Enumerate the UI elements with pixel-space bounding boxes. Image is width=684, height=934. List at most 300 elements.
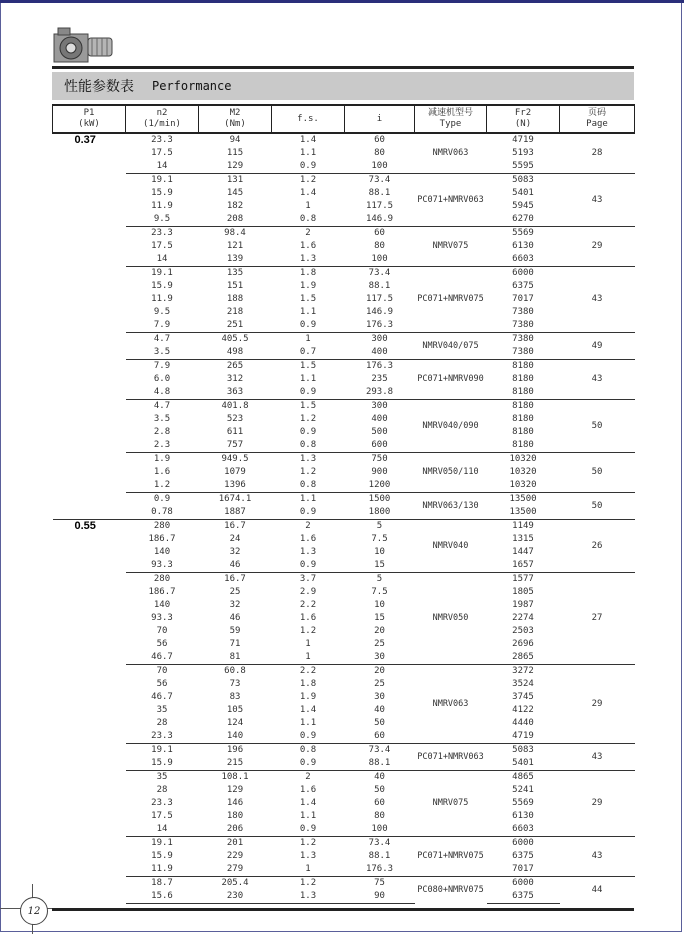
- ratio-cell: 100: [371, 254, 388, 264]
- fr2-cell: 2865: [512, 652, 534, 662]
- fs-cell: 0.9: [299, 824, 317, 834]
- ratio-cell: 117.5: [365, 201, 394, 211]
- ratio-cell: 300: [345, 400, 415, 414]
- fs-cell: 1.5: [272, 360, 345, 374]
- m2-cell: 405.5: [199, 333, 272, 347]
- page-number: 12: [20, 897, 48, 925]
- m2-cell: 182: [226, 201, 244, 211]
- m2-cell: 188: [226, 294, 244, 304]
- table-row: [53, 744, 635, 758]
- page-cell: 28: [560, 133, 635, 174]
- n2-cell: 15.9: [151, 758, 173, 768]
- fr2-cell: 5595: [512, 161, 534, 171]
- fs-cell: 1: [305, 652, 311, 662]
- n2-cell: 28: [156, 785, 168, 795]
- m2-cell: 363: [226, 387, 244, 397]
- page-cell: 43: [560, 837, 635, 877]
- n2-cell: 35: [156, 705, 168, 715]
- fr2-cell: 13500: [509, 507, 537, 517]
- m2-cell: 108.1: [199, 771, 272, 785]
- m2-cell: 208: [226, 214, 244, 224]
- ratio-cell: 90: [345, 890, 415, 904]
- fs-cell: 1.5: [299, 294, 317, 304]
- page-cell: 50: [560, 400, 635, 453]
- fs-cell: 0.9: [299, 387, 317, 397]
- table-row: [53, 586, 635, 599]
- n2-cell: 56: [156, 639, 168, 649]
- fr2-cell: 6603: [512, 254, 534, 264]
- m2-cell: 131: [199, 174, 272, 188]
- fr2-cell: 2696: [512, 639, 534, 649]
- page-cell: 29: [560, 665, 635, 744]
- header-rule: [52, 66, 634, 69]
- gear-reducer-icon: [52, 24, 116, 64]
- page-cell: 43: [560, 267, 635, 333]
- fs-cell: 2.2: [272, 665, 345, 679]
- type-cell: NMRV040: [415, 520, 487, 573]
- table-row: [53, 520, 635, 534]
- fs-cell: 1.2: [272, 837, 345, 851]
- table-row: [53, 147, 635, 160]
- fs-cell: 1.8: [299, 679, 317, 689]
- ratio-cell: 176.3: [345, 360, 415, 374]
- n2-cell: 93.3: [151, 560, 173, 570]
- ratio-cell: 10: [374, 547, 385, 557]
- col-header-type: 减速机型号 Type: [415, 105, 487, 133]
- m2-cell: 230: [199, 890, 272, 904]
- m2-cell: 1396: [224, 480, 246, 490]
- fs-cell: 1.2: [272, 174, 345, 188]
- type-cell: PC071+NMRV063: [415, 744, 487, 771]
- m2-cell: 312: [226, 374, 244, 384]
- table-row: [53, 280, 635, 293]
- table-row: [53, 599, 635, 612]
- table-row: [53, 691, 635, 704]
- type-cell: NMRV040/075: [415, 333, 487, 360]
- fr2-cell: 7380: [487, 333, 560, 347]
- m2-cell: 73: [229, 679, 241, 689]
- ratio-cell: 400: [371, 414, 388, 424]
- fs-cell: 1.1: [299, 718, 317, 728]
- fs-cell: 0.9: [299, 758, 317, 768]
- n2-cell: 23.3: [151, 798, 173, 808]
- n2-cell: 23.3: [126, 227, 199, 241]
- col-header-fr2: Fr2 (N): [487, 105, 560, 133]
- fs-cell: 1.2: [272, 877, 345, 891]
- type-cell: NMRV075: [415, 227, 487, 267]
- fs-cell: 2: [272, 227, 345, 241]
- fs-cell: 1: [305, 201, 311, 211]
- n2-cell: 1.2: [153, 480, 171, 490]
- n2-cell: 140: [153, 547, 171, 557]
- n2-cell: 280: [126, 573, 199, 587]
- type-cell: NMRV063: [415, 665, 487, 744]
- n2-cell: 2.3: [153, 440, 171, 450]
- fr2-cell: 5083: [487, 174, 560, 188]
- table-row: [53, 174, 635, 188]
- ratio-cell: 117.5: [365, 294, 394, 304]
- m2-cell: 265: [199, 360, 272, 374]
- n2-cell: 280: [126, 520, 199, 534]
- fr2-cell: 7017: [512, 864, 534, 874]
- fr2-cell: 1657: [512, 560, 534, 570]
- fr2-cell: 5945: [512, 201, 534, 211]
- m2-cell: 60.8: [199, 665, 272, 679]
- m2-cell: 218: [226, 307, 244, 317]
- fs-cell: 2.2: [299, 600, 317, 610]
- n2-cell: 186.7: [148, 587, 176, 597]
- table-row: [53, 200, 635, 213]
- fr2-cell: 6000: [487, 837, 560, 851]
- fs-cell: 0.9: [299, 560, 317, 570]
- m2-cell: 16.7: [199, 520, 272, 534]
- fr2-cell: 8180: [512, 427, 534, 437]
- type-cell: NMRV063/130: [415, 493, 487, 520]
- m2-cell: 135: [199, 267, 272, 281]
- table-row: [53, 133, 635, 147]
- fr2-cell: 6130: [512, 241, 534, 251]
- n2-cell: 4.8: [153, 387, 171, 397]
- fr2-cell: 3524: [512, 679, 534, 689]
- ratio-cell: 100: [371, 161, 388, 171]
- fr2-cell: 8180: [487, 360, 560, 374]
- n2-cell: 3.5: [153, 347, 171, 357]
- table-row: [53, 797, 635, 810]
- section-title-en: Performance: [152, 79, 232, 93]
- table-row: [53, 625, 635, 638]
- ratio-cell: 60: [345, 133, 415, 147]
- table-row: [53, 877, 635, 891]
- m2-cell: 949.5: [199, 453, 272, 467]
- table-row: [53, 771, 635, 785]
- m2-cell: 498: [226, 347, 244, 357]
- table-row: [53, 850, 635, 863]
- page-cell: 29: [560, 771, 635, 837]
- fr2-cell: 1447: [512, 547, 534, 557]
- ratio-cell: 88.1: [368, 188, 391, 198]
- n2-cell: 23.3: [151, 731, 173, 741]
- type-cell: PC071+NMRV090: [415, 360, 487, 400]
- fr2-cell: 2503: [512, 626, 534, 636]
- table-row: [53, 267, 635, 281]
- fr2-cell: 1987: [512, 600, 534, 610]
- n2-cell: 7.9: [153, 320, 171, 330]
- n2-cell: 14: [156, 254, 168, 264]
- m2-cell: 611: [226, 427, 244, 437]
- m2-cell: 59: [229, 626, 241, 636]
- table-row: [53, 573, 635, 587]
- table-row: [53, 227, 635, 241]
- ratio-cell: 20: [345, 665, 415, 679]
- fs-cell: 1.6: [299, 241, 317, 251]
- fr2-cell: 6000: [487, 267, 560, 281]
- fr2-cell: 4122: [512, 705, 534, 715]
- fs-cell: 1.4: [299, 188, 317, 198]
- n2-cell: 4.7: [126, 400, 199, 414]
- fs-cell: 1.2: [299, 626, 317, 636]
- ratio-cell: 1500: [345, 493, 415, 507]
- n2-cell: 19.1: [126, 837, 199, 851]
- table-row: [53, 559, 635, 573]
- section-header: [52, 72, 634, 100]
- n2-cell: 9.5: [153, 214, 171, 224]
- col-header-p1: P1 (kW): [53, 105, 126, 133]
- n2-cell: 93.3: [151, 613, 173, 623]
- n2-cell: 9.5: [153, 307, 171, 317]
- fr2-cell: 6603: [512, 824, 534, 834]
- ratio-cell: 146.9: [365, 307, 394, 317]
- m2-cell: 401.8: [199, 400, 272, 414]
- fs-cell: 2: [272, 771, 345, 785]
- ratio-cell: 5: [345, 520, 415, 534]
- table-row: [53, 612, 635, 625]
- n2-cell: 1.9: [126, 453, 199, 467]
- table-row: [53, 837, 635, 851]
- fs-cell: 1.1: [272, 493, 345, 507]
- fs-cell: 1.9: [299, 281, 317, 291]
- table-row: [53, 506, 635, 520]
- n2-cell: 140: [153, 600, 171, 610]
- fs-cell: 0.9: [299, 161, 317, 171]
- table-row: [53, 213, 635, 227]
- fr2-cell: 5401: [512, 188, 534, 198]
- ratio-cell: 88.1: [368, 851, 391, 861]
- table-row: [53, 757, 635, 771]
- col-header-n2: n2 (1/min): [126, 105, 199, 133]
- fs-cell: 1: [305, 639, 311, 649]
- fs-cell: 1.3: [299, 851, 317, 861]
- table-row: [53, 665, 635, 679]
- section-title-zh: 性能参数表: [64, 79, 134, 95]
- ratio-cell: 10: [374, 600, 385, 610]
- n2-cell: 17.5: [151, 148, 173, 158]
- m2-cell: 196: [199, 744, 272, 758]
- m2-cell: 1674.1: [199, 493, 272, 507]
- fs-cell: 1.1: [299, 307, 317, 317]
- fr2-cell: 8180: [512, 440, 534, 450]
- m2-cell: 46: [229, 613, 241, 623]
- n2-cell: 19.1: [126, 174, 199, 188]
- ratio-cell: 15: [374, 560, 385, 570]
- ratio-cell: 50: [374, 718, 385, 728]
- table-row: [53, 240, 635, 253]
- performance-table-body: [53, 133, 635, 904]
- fr2-cell: 8180: [512, 374, 534, 384]
- table-row: [53, 784, 635, 797]
- table-row: [53, 823, 635, 837]
- m2-cell: 279: [226, 864, 244, 874]
- fs-cell: 0.9: [299, 507, 317, 517]
- m2-cell: 757: [226, 440, 244, 450]
- type-cell: NMRV050: [415, 573, 487, 665]
- table-header-row: [53, 105, 635, 133]
- fr2-cell: 7380: [512, 320, 534, 330]
- fs-cell: 0.9: [299, 731, 317, 741]
- fs-cell: 1.6: [299, 613, 317, 623]
- table-row: [53, 533, 635, 546]
- fs-cell: 1.3: [299, 254, 317, 264]
- fs-cell: 1.2: [299, 414, 317, 424]
- n2-cell: 56: [156, 679, 168, 689]
- col-header-i: i: [345, 105, 415, 133]
- n2-cell: 15.9: [151, 851, 173, 861]
- fs-cell: 3.7: [272, 573, 345, 587]
- fs-cell: 1.1: [299, 811, 317, 821]
- table-row: [53, 479, 635, 493]
- ratio-cell: 80: [374, 148, 385, 158]
- fr2-cell: 7017: [512, 294, 534, 304]
- page-cell: 44: [560, 877, 635, 904]
- ratio-cell: 73.4: [345, 267, 415, 281]
- ratio-cell: 40: [345, 771, 415, 785]
- fr2-cell: 4719: [512, 731, 534, 741]
- n2-cell: 15.6: [126, 890, 199, 904]
- n2-cell: 7.9: [126, 360, 199, 374]
- m2-cell: 145: [226, 188, 244, 198]
- table-row: [53, 730, 635, 744]
- table-row: [53, 346, 635, 360]
- ratio-cell: 235: [371, 374, 388, 384]
- ratio-cell: 1800: [368, 507, 391, 517]
- m2-cell: 98.4: [199, 227, 272, 241]
- n2-cell: 19.1: [126, 267, 199, 281]
- page-cell: 26: [560, 520, 635, 573]
- m2-cell: 206: [226, 824, 244, 834]
- table-row: [53, 333, 635, 347]
- table-row: [53, 493, 635, 507]
- m2-cell: 129: [226, 785, 244, 795]
- table-row: [53, 293, 635, 306]
- ratio-cell: 5: [345, 573, 415, 587]
- type-cell: NMRV050/110: [415, 453, 487, 493]
- table-row: [53, 717, 635, 730]
- m2-cell: 46: [229, 560, 241, 570]
- ratio-cell: 80: [374, 241, 385, 251]
- m2-cell: 121: [226, 241, 244, 251]
- n2-cell: 4.7: [126, 333, 199, 347]
- ratio-cell: 30: [374, 652, 385, 662]
- n2-cell: 11.9: [151, 201, 173, 211]
- fr2-cell: 5241: [512, 785, 534, 795]
- fs-cell: 1.1: [299, 374, 317, 384]
- n2-cell: 46.7: [151, 652, 173, 662]
- table-row: [53, 453, 635, 467]
- ratio-cell: 146.9: [365, 214, 394, 224]
- ratio-cell: 750: [345, 453, 415, 467]
- m2-cell: 1887: [224, 507, 246, 517]
- fr2-cell: 6000: [487, 877, 560, 891]
- page-cell: 29: [560, 227, 635, 267]
- ratio-cell: 88.1: [368, 281, 391, 291]
- n2-cell: 2.8: [153, 427, 171, 437]
- m2-cell: 124: [226, 718, 244, 728]
- fr2-cell: 6375: [512, 851, 534, 861]
- fr2-cell: 6130: [512, 811, 534, 821]
- ratio-cell: 176.3: [365, 864, 394, 874]
- power-value: 0.55: [53, 520, 126, 904]
- m2-cell: 24: [229, 534, 241, 544]
- fs-cell: 1.2: [299, 467, 317, 477]
- fs-cell: 1.3: [272, 453, 345, 467]
- fr2-cell: 1149: [487, 520, 560, 534]
- m2-cell: 146: [226, 798, 244, 808]
- col-header-page: 页码 Page: [560, 105, 635, 133]
- table-row: [53, 413, 635, 426]
- table-row: [53, 704, 635, 717]
- m2-cell: 1079: [224, 467, 246, 477]
- ratio-cell: 60: [345, 227, 415, 241]
- table-row: [53, 306, 635, 319]
- fs-cell: 0.8: [299, 480, 317, 490]
- ratio-cell: 60: [374, 798, 385, 808]
- type-cell: PC071+NMRV063: [415, 174, 487, 227]
- m2-cell: 16.7: [199, 573, 272, 587]
- m2-cell: 139: [226, 254, 244, 264]
- fs-cell: 0.8: [272, 744, 345, 758]
- n2-cell: 14: [156, 824, 168, 834]
- n2-cell: 35: [126, 771, 199, 785]
- table-row: [53, 426, 635, 439]
- fs-cell: 1.6: [299, 534, 317, 544]
- table-row: [53, 678, 635, 691]
- top-stripe: [0, 0, 684, 3]
- fr2-cell: 10320: [509, 467, 537, 477]
- m2-cell: 25: [229, 587, 241, 597]
- ratio-cell: 15: [374, 613, 385, 623]
- fr2-cell: 3745: [512, 692, 534, 702]
- n2-cell: 17.5: [151, 811, 173, 821]
- n2-cell: 186.7: [148, 534, 176, 544]
- col-header-fs: f.s.: [272, 105, 345, 133]
- n2-cell: 17.5: [151, 241, 173, 251]
- ratio-cell: 88.1: [368, 758, 391, 768]
- table-row: [53, 253, 635, 267]
- fs-cell: 1.6: [299, 785, 317, 795]
- table-row: [53, 546, 635, 559]
- table-row: [53, 360, 635, 374]
- fs-cell: 1.4: [299, 705, 317, 715]
- fr2-cell: 1805: [512, 587, 534, 597]
- ratio-cell: 80: [374, 811, 385, 821]
- n2-cell: 70: [156, 626, 168, 636]
- n2-cell: 70: [126, 665, 199, 679]
- page-cell: 49: [560, 333, 635, 360]
- fs-cell: 1.5: [272, 400, 345, 414]
- ratio-cell: 30: [374, 692, 385, 702]
- fr2-cell: 13500: [487, 493, 560, 507]
- page-cell: 50: [560, 453, 635, 493]
- fs-cell: 1.8: [272, 267, 345, 281]
- fs-cell: 2.9: [299, 587, 317, 597]
- m2-cell: 32: [229, 547, 241, 557]
- ratio-cell: 25: [374, 639, 385, 649]
- fs-cell: 1.3: [299, 547, 317, 557]
- n2-cell: 19.1: [126, 744, 199, 758]
- m2-cell: 83: [229, 692, 241, 702]
- n2-cell: 0.78: [151, 507, 173, 517]
- table-row: [53, 890, 635, 904]
- fs-cell: 0.7: [299, 347, 317, 357]
- fr2-cell: 5083: [487, 744, 560, 758]
- fr2-cell: 5193: [512, 148, 534, 158]
- fr2-cell: 8180: [487, 400, 560, 414]
- fs-cell: 1.9: [299, 692, 317, 702]
- fs-cell: 0.8: [299, 214, 317, 224]
- table-row: [53, 810, 635, 823]
- ratio-cell: 300: [345, 333, 415, 347]
- table-row: [53, 373, 635, 386]
- ratio-cell: 40: [374, 705, 385, 715]
